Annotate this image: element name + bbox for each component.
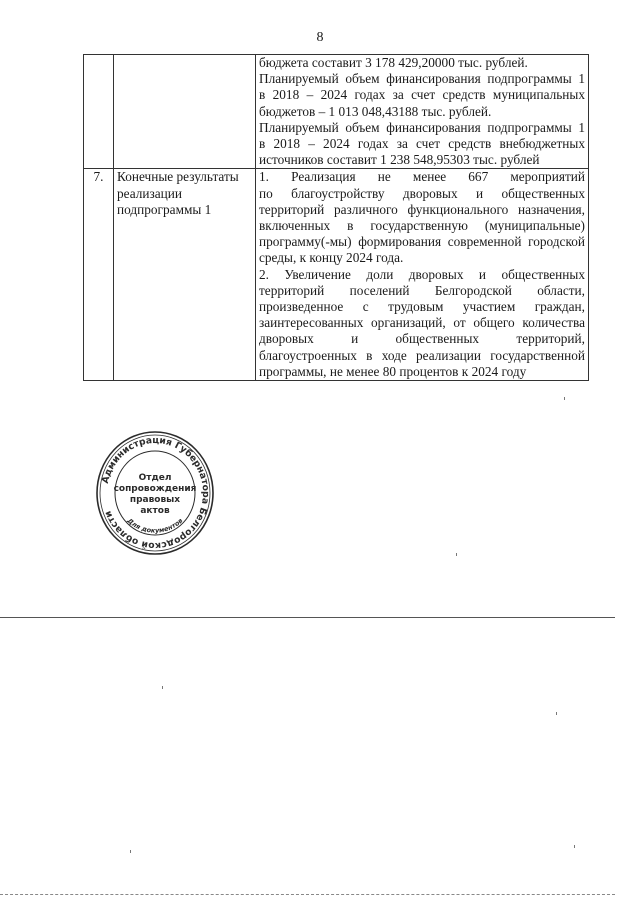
scan-speck	[574, 845, 575, 848]
table-row-continuation	[84, 55, 589, 169]
text-line: в 2018 – 2024 годах за счет средств муниципальных	[259, 87, 585, 103]
text-line: заинтересованных организаций, от общего количества	[259, 315, 585, 331]
scan-speck	[130, 850, 131, 853]
row-label-line: подпрограммы 1	[117, 201, 212, 217]
text-line: дворовых и общественных территорий,	[259, 331, 585, 347]
text-line: бюджета составит 3 178 429,20000 тыс. рублей.	[259, 55, 528, 70]
row-label-cell	[114, 55, 256, 169]
text-line: источников составит 1 238 548,95303 тыс. рублей	[259, 152, 540, 168]
text-line: программы, не менее 80 процентов к 2024 году	[259, 363, 527, 379]
stamp-center-line: Отдел	[138, 473, 172, 483]
program-table	[83, 54, 589, 381]
text-line: территорий различного функционального назначения,	[259, 201, 585, 217]
scan-artifact-line	[0, 894, 615, 895]
scan-speck	[162, 686, 163, 689]
row-content-cell	[256, 169, 589, 381]
text-line: территорий поселений Белгородской области,	[259, 282, 585, 298]
row-label-line: реализации	[117, 185, 182, 201]
text-line: Планируемый объем финансирования подпрограммы 1	[259, 119, 585, 135]
scan-speck	[556, 712, 557, 715]
stamp-center-line: правовых	[129, 495, 181, 505]
row-label-line: Конечные результаты	[117, 169, 239, 185]
scan-speck	[564, 397, 565, 400]
text-line: бюджетов – 1 013 048,43188 тыс. рублей.	[259, 103, 492, 119]
text-line: произведенное с трудовым участием граждан,	[259, 299, 585, 315]
text-line: программу(-мы) формирования современной городской	[259, 234, 585, 250]
stamp-bottom-text: Для документов	[125, 516, 185, 535]
stamp-ring-text: Администрация Губернатора Белгородской области	[99, 434, 212, 552]
text-line: благоустроенных в ходе реализации государственной	[259, 347, 585, 363]
text-line: 2. Увеличение доли дворовых и общественных	[259, 266, 585, 282]
scan-artifact-line	[0, 617, 615, 618]
text-line: по благоустройству дворовых и общественных	[259, 185, 585, 201]
row-number-cell: 7.	[84, 169, 114, 381]
page-number: 8	[316, 30, 324, 45]
official-stamp	[94, 428, 216, 558]
stamp-center-line: сопровождения	[113, 484, 197, 494]
text-line: 1. Реализация не менее 667 мероприятий	[259, 169, 585, 185]
text-line: включенных в государственную (муниципальные)	[259, 218, 585, 234]
stamp-center-line: актов	[140, 506, 170, 516]
scan-speck	[456, 553, 457, 556]
text-line: среды, к концу 2024 года.	[259, 250, 404, 266]
row-content-cell	[256, 55, 589, 169]
row-label-cell	[114, 169, 256, 381]
text-line: Планируемый объем финансирования подпрограммы 1	[259, 71, 585, 87]
row-number-cell	[84, 55, 114, 169]
table-row-7	[84, 169, 589, 381]
text-line: в 2018 – 2024 годах за счет средств внебюджетных	[259, 136, 585, 152]
